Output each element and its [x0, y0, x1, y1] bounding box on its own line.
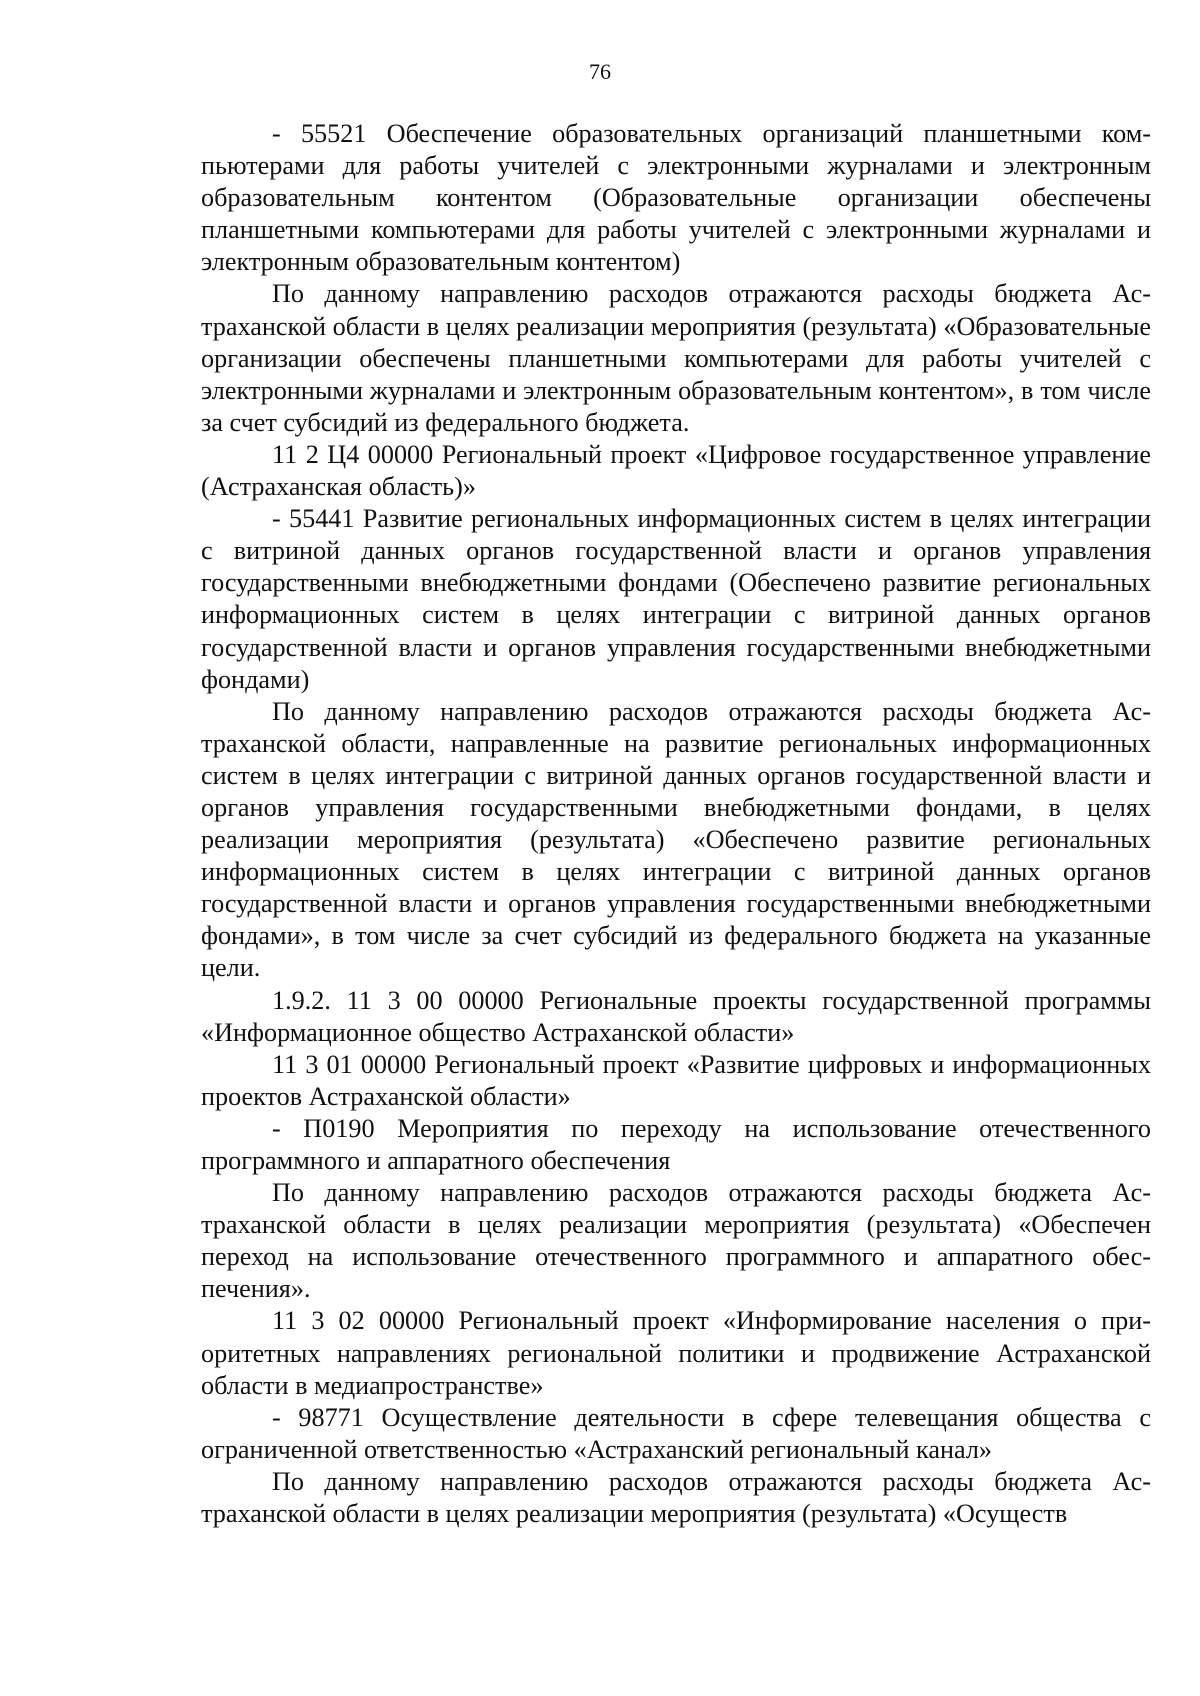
paragraph-section-1-9-2: 1.9.2. 11 3 00 00000 Региональные проекты государственной программы «Информационное общество Астраханской области»: [201, 985, 1151, 1047]
paragraph-project-11-3-02: 11 3 02 00000 Региональный проект «Информирование населения о приоритетных направлениях региональной политики и продвижение Астраханской области в медиапространстве»: [201, 1306, 1151, 1400]
page-number: 76: [589, 59, 611, 84]
paragraph-project-11-2-c4: 11 2 Ц4 00000 Региональный проект «Цифровое государственное управление (Астраханская область)»: [201, 439, 1151, 502]
paragraph-55521: - 55521 Обеспечение образовательных организаций планшетными компьютерами для работы учителей с электронными журналами и электронным образовательным контентом (Образовательные организации обеспечены планшетными компьютерами для работы учителей с электронными журналами и электронным образовательным контентом): [201, 119, 1151, 277]
paragraph-55441-description: По данному направлению расходов отражаются расходы бюджета Астраханской области, направленные на развитие региональных информационных систем в целях интеграции с витриной данных органов государственной власти и органов управления государственными внебюджетными фондами, в целях реализации мероприятия (результата) «Обеспечено развитие региональных информационных систем в целях интеграции с витриной данных органов государственной власти и органов управления государственными внебюджетными фондами», в том числе за счет субсидий из федерального бюджета на указанные цели.: [201, 696, 1151, 983]
paragraph-98771-description: По данному направлению расходов отражаются расходы бюджета Астраханской области в целях реализации мероприятия (результата) «Осуществ: [201, 1466, 1151, 1529]
paragraph-55521-description: По данному направлению расходов отражаются расходы бюджета Астраханской области в целях реализации мероприятия (результата) «Образовательные организации обеспечены планшетными компьютерами для работы учителей с электронными журналами и электронным образовательным контентом», в том числе за счет субсидий из федерального бюджета.: [201, 279, 1151, 437]
paragraph-project-11-3-01: 11 3 01 00000 Региональный проект «Развитие цифровых и информационных проектов Астраханской области»: [201, 1049, 1151, 1111]
paragraph-55441: - 55441 Развитие региональных информационных систем в целях интеграции с витриной данных органов государственной власти и органов управления государственными внебюджетными фондами (Обеспечено развитие региональных информационных систем в целях интеграции с витриной данных органов государственной власти и органов управления государственными внебюджетными фондами): [201, 504, 1151, 694]
paragraph-p0190-description: По данному направлению расходов отражаются расходы бюджета Астраханской области в целях реализации мероприятия (результата) «Обеспечен переход на использование отечественного программного и аппаратного обеспечения».: [201, 1178, 1151, 1304]
document-body: [201, 118, 1151, 1530]
paragraph-98771: - 98771 Осуществление деятельности в сфере телевещания общества с ограниченной ответственностью «Астраханский региональный канал»: [201, 1402, 1151, 1464]
paragraph-p0190: - П0190 Мероприятия по переходу на использование отечественного программного и аппаратного обеспечения: [201, 1113, 1151, 1175]
